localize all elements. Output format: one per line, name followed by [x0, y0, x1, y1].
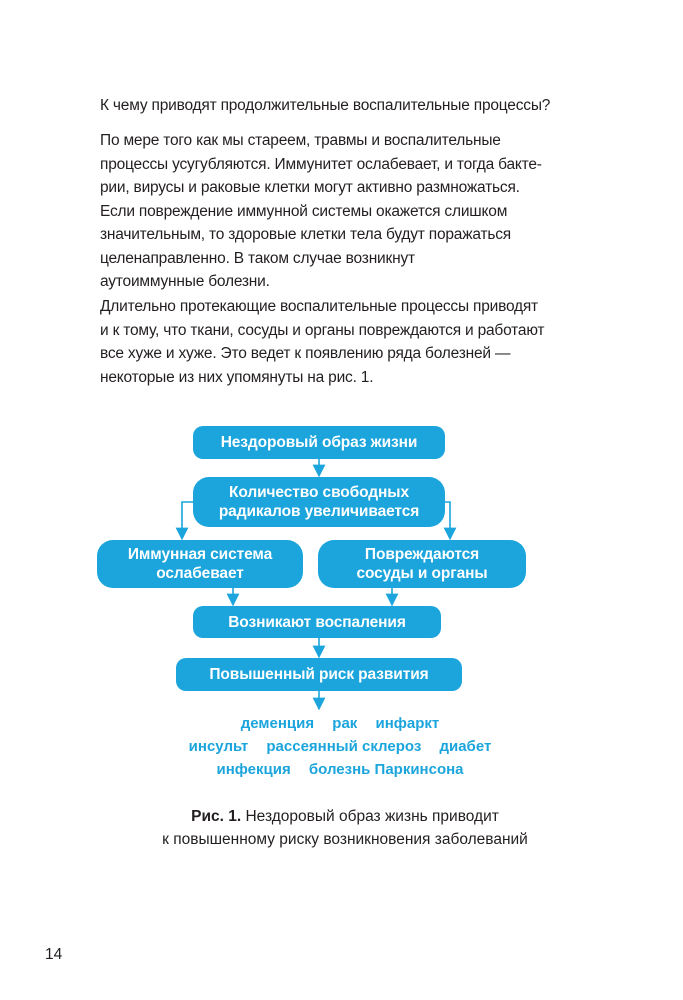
caption-line-2: к повышенному риску возникновения заболеваний: [162, 831, 528, 848]
flow-box-label: Повышенный риск развития: [209, 666, 429, 683]
disease-label: болезнь Паркинсона: [308, 761, 464, 778]
flow-box-label: Количество свободных: [229, 484, 409, 501]
page-number: 14: [45, 946, 63, 963]
flow-box-label: Иммунная система: [127, 546, 273, 563]
paragraph-2-line: некоторые из них упомянуты на рис. 1.: [100, 368, 374, 386]
caption-label: Рис. 1.: [191, 808, 242, 825]
disease-row-3: [120, 761, 560, 778]
flow-box-label: Нездоровый образ жизни: [220, 434, 418, 451]
flow-box-inflammation: [193, 606, 441, 638]
paragraph-2-line: Длительно протекающие воспалительные процессы приводят: [100, 298, 538, 315]
caption-text: Нездоровый образ жизнь приводит: [241, 808, 499, 825]
arrow-box2-box3: [182, 502, 193, 534]
disease-label: инфекция: [216, 761, 291, 778]
paragraph-1-line: рии, вирусы и раковые клетки могут активно размножаться.: [100, 179, 520, 196]
flow-box-label: ослабевает: [156, 565, 244, 582]
disease-label: диабет: [439, 738, 492, 755]
disease-label: деменция: [240, 715, 315, 732]
paragraph-1-line: значительным, то здоровые клетки тела будут поражаться: [100, 226, 511, 243]
flow-box-label: Возникают воспаления: [228, 613, 406, 631]
flow-box-unhealthy-lifestyle: [193, 426, 445, 459]
disease-label: инсульт: [188, 738, 249, 755]
caption-line-1: [100, 805, 590, 828]
paragraph-1-line: процессы усугубляются. Иммунитет ослабевает, и тогда бакте-: [100, 155, 542, 173]
paragraph-1-line: Если повреждение иммунной системы окажется слишком: [100, 202, 508, 220]
disease-label: рак: [332, 715, 358, 732]
arrow-box2-box4: [445, 502, 450, 534]
paragraph-1-line: По мере того как мы стареем, травмы и воспалительные: [100, 132, 501, 149]
flow-box-free-radicals: [193, 477, 445, 527]
flow-box-vessels-damaged: [318, 540, 526, 588]
disease-label: инфаркт: [375, 715, 440, 732]
flow-box-immune-weakens: [97, 540, 303, 588]
flow-box-label: Повреждаются: [364, 546, 480, 563]
paragraph-1-line: аутоиммунные болезни.: [100, 273, 270, 290]
flow-box-increased-risk: [176, 658, 462, 691]
paragraph-2-line: все хуже и хуже. Это ведет к появлению ряда болезней —: [100, 345, 511, 362]
flow-box-label: радикалов увеличивается: [218, 503, 420, 520]
question-text: К чему приводят продолжительные воспалительные процессы?: [100, 97, 551, 114]
disease-row-2: [120, 738, 560, 755]
disease-label: рассеянный склероз: [266, 738, 422, 755]
disease-row-1: [120, 715, 560, 732]
paragraph-2-line: и к тому, что ткани, сосуды и органы повреждаются и работают: [100, 321, 545, 339]
flow-box-label: сосуды и органы: [356, 565, 488, 582]
paragraph-1-line: целенаправленно. В таком случае возникнут: [100, 249, 415, 267]
figure-caption: [100, 805, 590, 851]
